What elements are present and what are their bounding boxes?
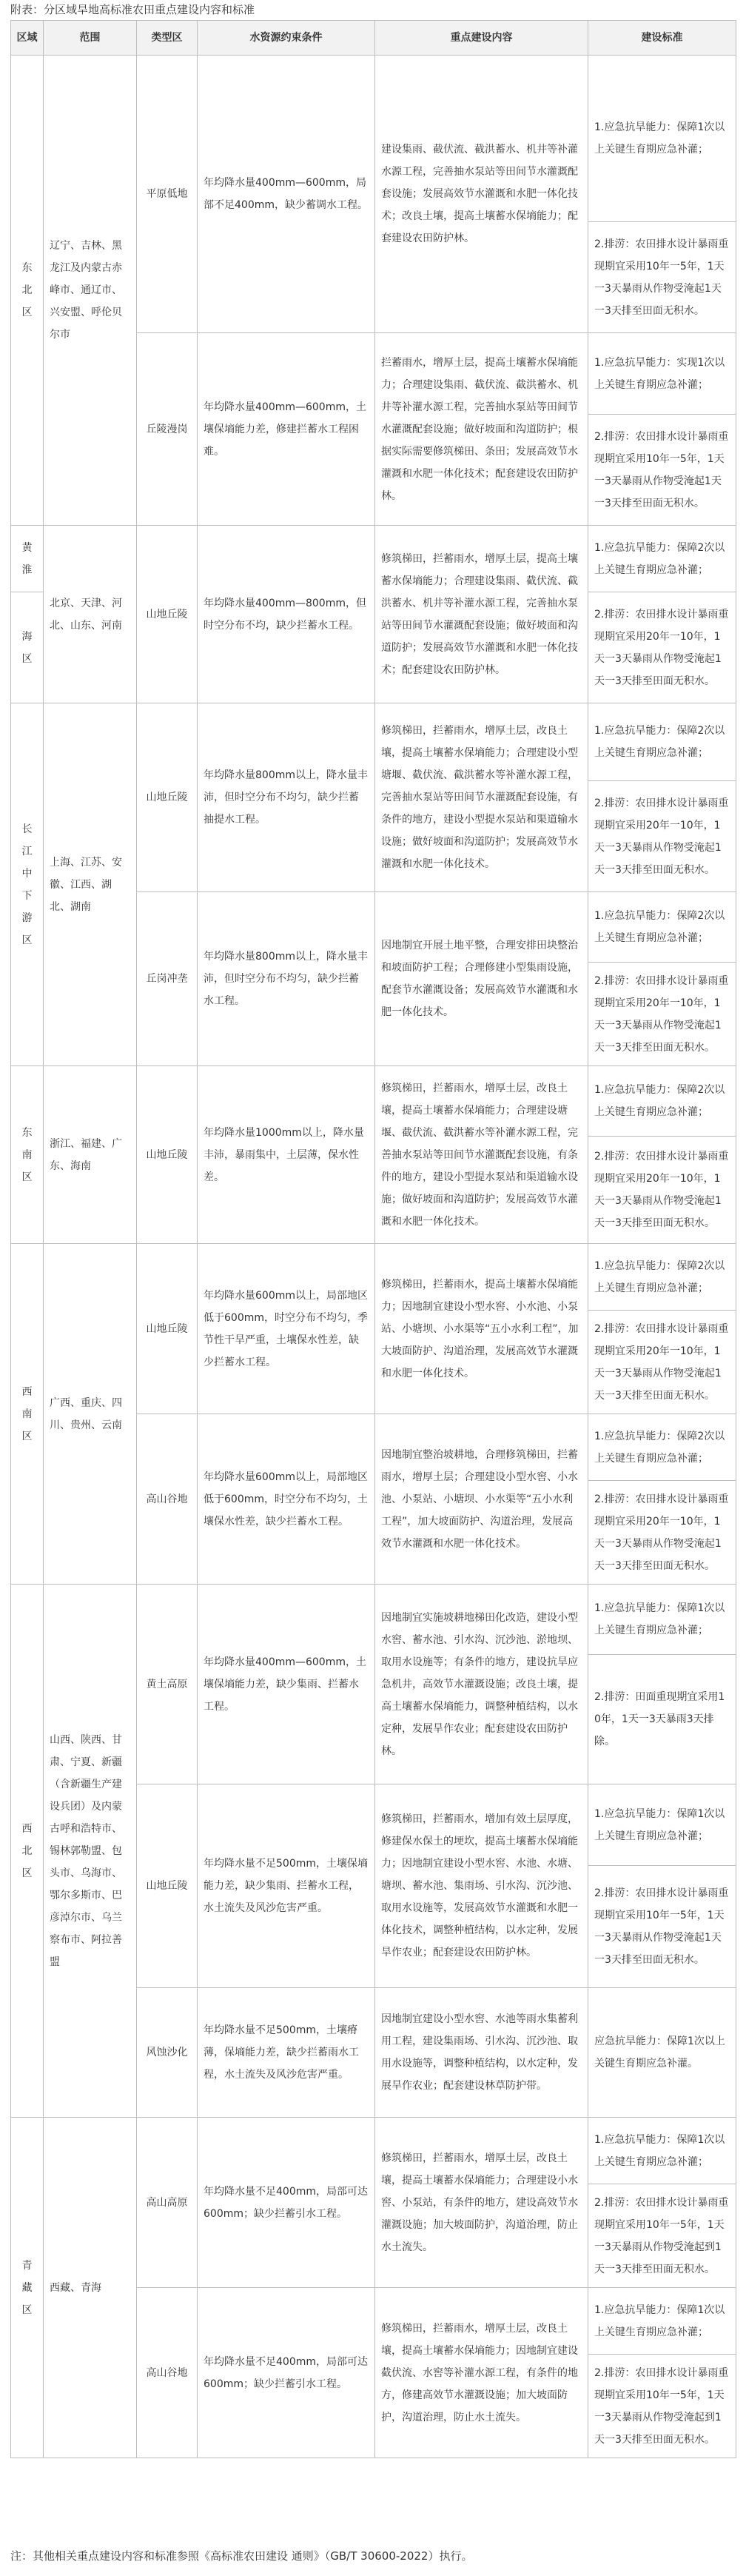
header-type: 类型区 — [137, 21, 198, 56]
header-standard: 建设标准 — [588, 21, 736, 56]
standard-cell: 1.应急抗旱能力：保障2次以上关键生育期应急补灌； — [588, 892, 736, 963]
type-cell: 山地丘陵 — [137, 1784, 198, 1988]
standard-cell: 1.应急抗旱能力：实现1次以上关键生育期应急补灌； — [588, 333, 736, 415]
table-row — [11, 56, 736, 222]
standard-cell: 2.排涝：农田排水设计暴雨重现期宜采用10年一5年，1天一3天暴雨从作物受淹起到1天一3天排至田面无积水。 — [588, 2184, 736, 2288]
header-region: 区域 — [11, 21, 44, 56]
scope-cell: 广西、重庆、四川、贵州、云南 — [44, 1244, 137, 1585]
type-cell: 黄土高原 — [137, 1585, 198, 1784]
type-cell: 山地丘陵 — [137, 703, 198, 892]
content-cell: 因地制宜整治坡耕地，合理修筑梯田，拦蓄雨水，增厚土层；合理建设小型水窖、小水池、小泵站、小塘坝、小水渠等“五小水利工程”，加大坡面防护、沟道治理，发展高效节水灌溉和水肥一体化技术。 — [375, 1414, 588, 1585]
type-cell: 高山谷地 — [137, 1414, 198, 1585]
water-cell: 年均降水量1000mm以上，降水量丰沛，暴雨集中，土层薄，保水性差。 — [198, 1066, 375, 1244]
standard-cell: 1.应急抗旱能力：保障1次以上关键生育期应急补灌； — [588, 1585, 736, 1655]
region-cell: 西北区 — [11, 1585, 44, 2118]
standard-cell: 1.应急抗旱能力：保障1次以上关键生育期应急补灌； — [588, 2288, 736, 2355]
standards-table — [10, 20, 736, 2458]
content-cell: 因地制宜建设小型水窖、水池等雨水集蓄利用工程，建设集雨场、引水沟、沉沙池、取用水设施等，调整种植结构，以水定种，发展旱作农业；配套建设林草防护带。 — [375, 1988, 588, 2118]
content-cell: 建设集雨、截伏流、截洪蓄水、机井等补灌水源工程，完善抽水泵站等田间节水灌溉配套设施；发展高效节水灌溉和水肥一体化技术；改良土壤，提高土壤蓄水保墒能力；配套建设农田防护林。 — [375, 56, 588, 333]
standard-cell: 1.应急抗旱能力：保障2次以上关键生育期应急补灌； — [588, 703, 736, 781]
type-cell: 山地丘陵 — [137, 1244, 198, 1414]
content-cell: 因地制宜开展土地平整，合理安排田块整治和坡面防护工程；合理修建小型集雨设施，配套节水灌溉设备；发展高效节水灌溉和水肥一体化技术。 — [375, 892, 588, 1066]
table-row — [11, 1244, 736, 1311]
header-row — [11, 21, 736, 56]
content-cell: 修筑梯田，拦蓄雨水，增厚土层，改良土壤，提高土壤蓄水保墒能力；合理建设小水窖、小泵站，有条件的地方，建设高效节水灌溉设施；加大坡面防护，沟道治理，防止水土流失。 — [375, 2118, 588, 2288]
standard-cell: 1.应急抗旱能力：保障2次以上关键生育期应急补灌； — [588, 1066, 736, 1137]
water-cell: 年均降水量800mm以上，降水量丰沛，但时空分布不均匀，缺少拦蓄水工程。 — [198, 892, 375, 1066]
standard-cell: 2.排涝：农田排水设计暴雨重现期宜采用20年一10年，1天一3天暴雨从作物受淹起1天一3天排至田面无积水。 — [588, 1137, 736, 1244]
water-cell: 年均降水量400mm—800mm，但时空分布不均，缺少拦蓄水工程。 — [198, 526, 375, 703]
water-cell: 年均降水量不足400mm，局部可达600mm；缺少拦蓄引水工程。 — [198, 2118, 375, 2288]
standard-cell: 2.排涝：农田排水设计暴雨重现期宜采用10年一5年，1天一3天暴雨从作物受淹起1天一3天排至田面无积水。 — [588, 415, 736, 526]
table-row — [11, 1066, 736, 1137]
content-cell: 修筑梯田，拦蓄雨水，增厚土层，提高土壤蓄水保墒能力；合理建设集雨、截伏流、截洪蓄水、机井等补灌水源工程，完善抽水泵站等田间节水灌溉配套设施；做好坡面和沟道防护；发展高效节水灌溉和水肥一体化技术；配套建设农田防护林。 — [375, 526, 588, 703]
content-cell: 拦蓄雨水，增厚土层，提高土壤蓄水保墒能力；合理建设集雨、截伏流、截洪蓄水、机井等补灌水源工程，完善抽水泵站等田间节水灌溉配套设施；做好坡面和沟道防护；根据实际需要修筑梯田、条田；发展高效节水灌溉和水肥一体化技术；配套建设农田防护林。 — [375, 333, 588, 526]
type-cell: 高山谷地 — [137, 2288, 198, 2458]
standard-cell: 2.排涝：田面重现期宜采用10年，1天一3天暴雨3天排除。 — [588, 1655, 736, 1784]
region-cell: 青藏区 — [11, 2118, 44, 2458]
type-cell: 丘岗冲垄 — [137, 892, 198, 1066]
region-cell: 东北区 — [11, 56, 44, 526]
scope-cell: 辽宁、吉林、黑龙江及内蒙古赤峰市、通辽市、兴安盟、呼伦贝尔市 — [44, 56, 137, 526]
content-cell: 修筑梯田，拦蓄雨水，增厚土层，改良土壤，提高土壤蓄水保墒能力；合理建设塘堰、截伏流、截洪蓄水等补灌水源工程，完善抽水泵站等田间节水灌溉配套设施，有条件的地方，建设小型提水泵站和渠道输水设施；做好坡面和沟道防护；发展高效节水灌溉和水肥一体化技术。 — [375, 1066, 588, 1244]
table-row — [11, 1585, 736, 1655]
header-content: 重点建设内容 — [375, 21, 588, 56]
water-cell: 年均降水量不足500mm，土壤保墒能力差，缺少集雨、拦蓄水工程，水土流失及风沙危害严重。 — [198, 1784, 375, 1988]
region-cell: 西南区 — [11, 1244, 44, 1585]
standard-cell: 2.排涝：农田排水设计暴雨重现期宜采用10年一5年，1天一3天暴雨从作物受淹起1天一3天排至田面无积水。 — [588, 1866, 736, 1988]
type-cell: 山地丘陵 — [137, 526, 198, 703]
water-cell: 年均降水量400mm—600mm，土壤保墒能力差，修建拦蓄水工程困难。 — [198, 333, 375, 526]
standard-cell: 1.应急抗旱能力：保障2次以上关键生育期应急补灌； — [588, 1244, 736, 1311]
scope-cell: 上海、江苏、安徽、江西、湖北、湖南 — [44, 703, 137, 1066]
standard-cell: 1.应急抗旱能力：保障2次以上关键生育期应急补灌； — [588, 526, 736, 592]
type-cell: 平原低地 — [137, 56, 198, 333]
scope-cell: 北京、天津、河北、山东、河南 — [44, 526, 137, 703]
table-row — [11, 526, 736, 592]
standard-cell: 应急抗旱能力：保障1次以上关键生育期应急补灌。 — [588, 1988, 736, 2118]
water-cell: 年均降水量不足500mm，土壤瘠薄，保墒能力差，缺少拦蓄雨水工程，水土流失及风沙危害严重。 — [198, 1988, 375, 2118]
water-cell: 年均降水量600mm以上，局部地区低于600mm，时空分布不均匀，土壤保水性差，缺少拦蓄水工程。 — [198, 1414, 375, 1585]
standard-cell: 1.应急抗旱能力：保障1次以上关键生育期应急补灌； — [588, 56, 736, 222]
water-cell: 年均降水量400mm—600mm，局部不足400mm，缺少蓄调水工程。 — [198, 56, 375, 333]
region-cell: 东南区 — [11, 1066, 44, 1244]
standard-cell: 1.应急抗旱能力：保障1次以上关键生育期应急补灌； — [588, 1784, 736, 1866]
standard-cell: 2.排涝：农田排水设计暴雨重现期宜采用20年一10年，1天一3天暴雨从作物受淹起1天一3天排至田面无积水。 — [588, 1481, 736, 1585]
region-cell-top: 黄淮 — [11, 526, 44, 592]
region-cell-bottom: 海区 — [11, 592, 44, 703]
table-caption: 附表：分区域旱地高标准农田重点建设内容和标准 — [10, 3, 255, 16]
content-cell: 修筑梯田，拦蓄雨水，增加有效土层厚度，修建保水保土的埂坎，提高土壤蓄水保墒能力；因地制宜建设小型水窖、水池、水塘、塘坝、蓄水池、集雨场、引水沟、沉沙池、取用水设施等，发展高效节水灌溉和水肥一体化技术，调整种植结构，以水定种，发展旱作农业；配套建设农田防护林。 — [375, 1784, 588, 1988]
water-cell: 年均降水量600mm以上，局部地区低于600mm，时空分布不均匀，季节性干旱严重，土壤保水性差，缺少拦蓄水工程。 — [198, 1244, 375, 1414]
type-cell: 山地丘陵 — [137, 1066, 198, 1244]
content-cell: 修筑梯田，拦蓄雨水，增厚土层，改良土壤，提高土壤蓄水保墒能力；因地制宜建设截伏流、水窖等补灌水源工程，有条件的地方，修建高效节水灌溉设施；加大坡面防护，沟道治理，防止水土流失。 — [375, 2288, 588, 2458]
type-cell: 风蚀沙化 — [137, 1988, 198, 2118]
content-cell: 因地制宜实施坡耕地梯田化改造，建设小型水窖、蓄水池、引水沟、沉沙池、淤地坝、取用水设施等；有条件的地方，建设抗旱应急机井，高效节水灌溉设施；改良土壤，提高土壤蓄水保墒能力，调整种植结构，以水定种，发展旱作农业；配套建设农田防护林。 — [375, 1585, 588, 1784]
table-footnote: 注：其他相关重点建设内容和标准参照《高标准农田建设 通则》（GB/T 30600-2022）执行。 — [10, 2549, 473, 2563]
scope-cell: 西藏、青海 — [44, 2118, 137, 2458]
standard-cell: 1.应急抗旱能力：保障2次以上关键生育期应急补灌； — [588, 1414, 736, 1481]
content-cell: 修筑梯田，拦蓄雨水，提高土壤蓄水保墒能力；因地制宜建设小型水窖、小水池、小泵站、小塘坝、小水渠等“五小水利工程”，加大坡面防护、沟道治理，发展高效节水灌溉和水肥一体化技术。 — [375, 1244, 588, 1414]
standard-cell: 2.排涝：农田排水设计暴雨重现期宜采用20年一10年，1天一3天暴雨从作物受淹起1天一3天排至田面无积水。 — [588, 1311, 736, 1414]
scope-cell: 浙江、福建、广东、海南 — [44, 1066, 137, 1244]
region-cell: 长江中下游区 — [11, 703, 44, 1066]
water-cell: 年均降水量800mm以上，降水量丰沛，但时空分布不均匀，缺少拦蓄抽提水工程。 — [198, 703, 375, 892]
standard-cell: 2.排涝：农田排水设计暴雨重现期宜采用20年一10年，1天一3天暴雨从作物受淹起1天一3天排至田面无积水。 — [588, 592, 736, 703]
standard-cell: 1.应急抗旱能力：保障1次以上关键生育期应急补灌； — [588, 2118, 736, 2184]
standard-cell: 2.排涝：农田排水设计暴雨重现期宜采用20年一10年，1天一3天暴雨从作物受淹起1天一3天排至田面无积水。 — [588, 781, 736, 892]
header-scope: 范围 — [44, 21, 137, 56]
type-cell: 丘陵漫岗 — [137, 333, 198, 526]
standard-cell: 2.排涝：农田排水设计暴雨重现期宜采用10年一5年，1天一3天暴雨从作物受淹起到1天一3天排至田面无积水。 — [588, 2355, 736, 2458]
standard-cell: 2.排涝：农田排水设计暴雨重现期宜采用20年一10年，1天一3天暴雨从作物受淹起1天一3天排至田面无积水。 — [588, 963, 736, 1066]
header-water: 水资源约束条件 — [198, 21, 375, 56]
type-cell: 高山高原 — [137, 2118, 198, 2288]
table-row — [11, 2118, 736, 2184]
content-cell: 修筑梯田，拦蓄雨水，增厚土层，改良土壤，提高土壤蓄水保墒能力；合理建设小型塘堰、截伏流、截洪蓄水等补灌水源工程，完善抽水泵站等田间节水灌溉配套设施，有条件的地方，建设小型提水泵站和渠道输水设施；做好坡面和沟道防护；发展高效节水灌溉和水肥一体化技术。 — [375, 703, 588, 892]
table-row — [11, 703, 736, 781]
water-cell: 年均降水量不足400mm，局部可达600mm；缺少拦蓄引水工程。 — [198, 2288, 375, 2458]
standard-cell: 2.排涝：农田排水设计暴雨重现期宜采用10年一5年，1天一3天暴雨从作物受淹起1天一3天排至田面无积水。 — [588, 222, 736, 333]
water-cell: 年均降水量400mm—600mm，土壤保墒能力差，缺少集雨、拦蓄水工程。 — [198, 1585, 375, 1784]
scope-cell: 山西、陕西、甘肃、宁夏、新疆（含新疆生产建设兵团）及内蒙古呼和浩特市、锡林郭勒盟、包头市、乌海市、鄂尔多斯市、巴彦淖尔市、乌兰察布市、阿拉善盟 — [44, 1585, 137, 2118]
